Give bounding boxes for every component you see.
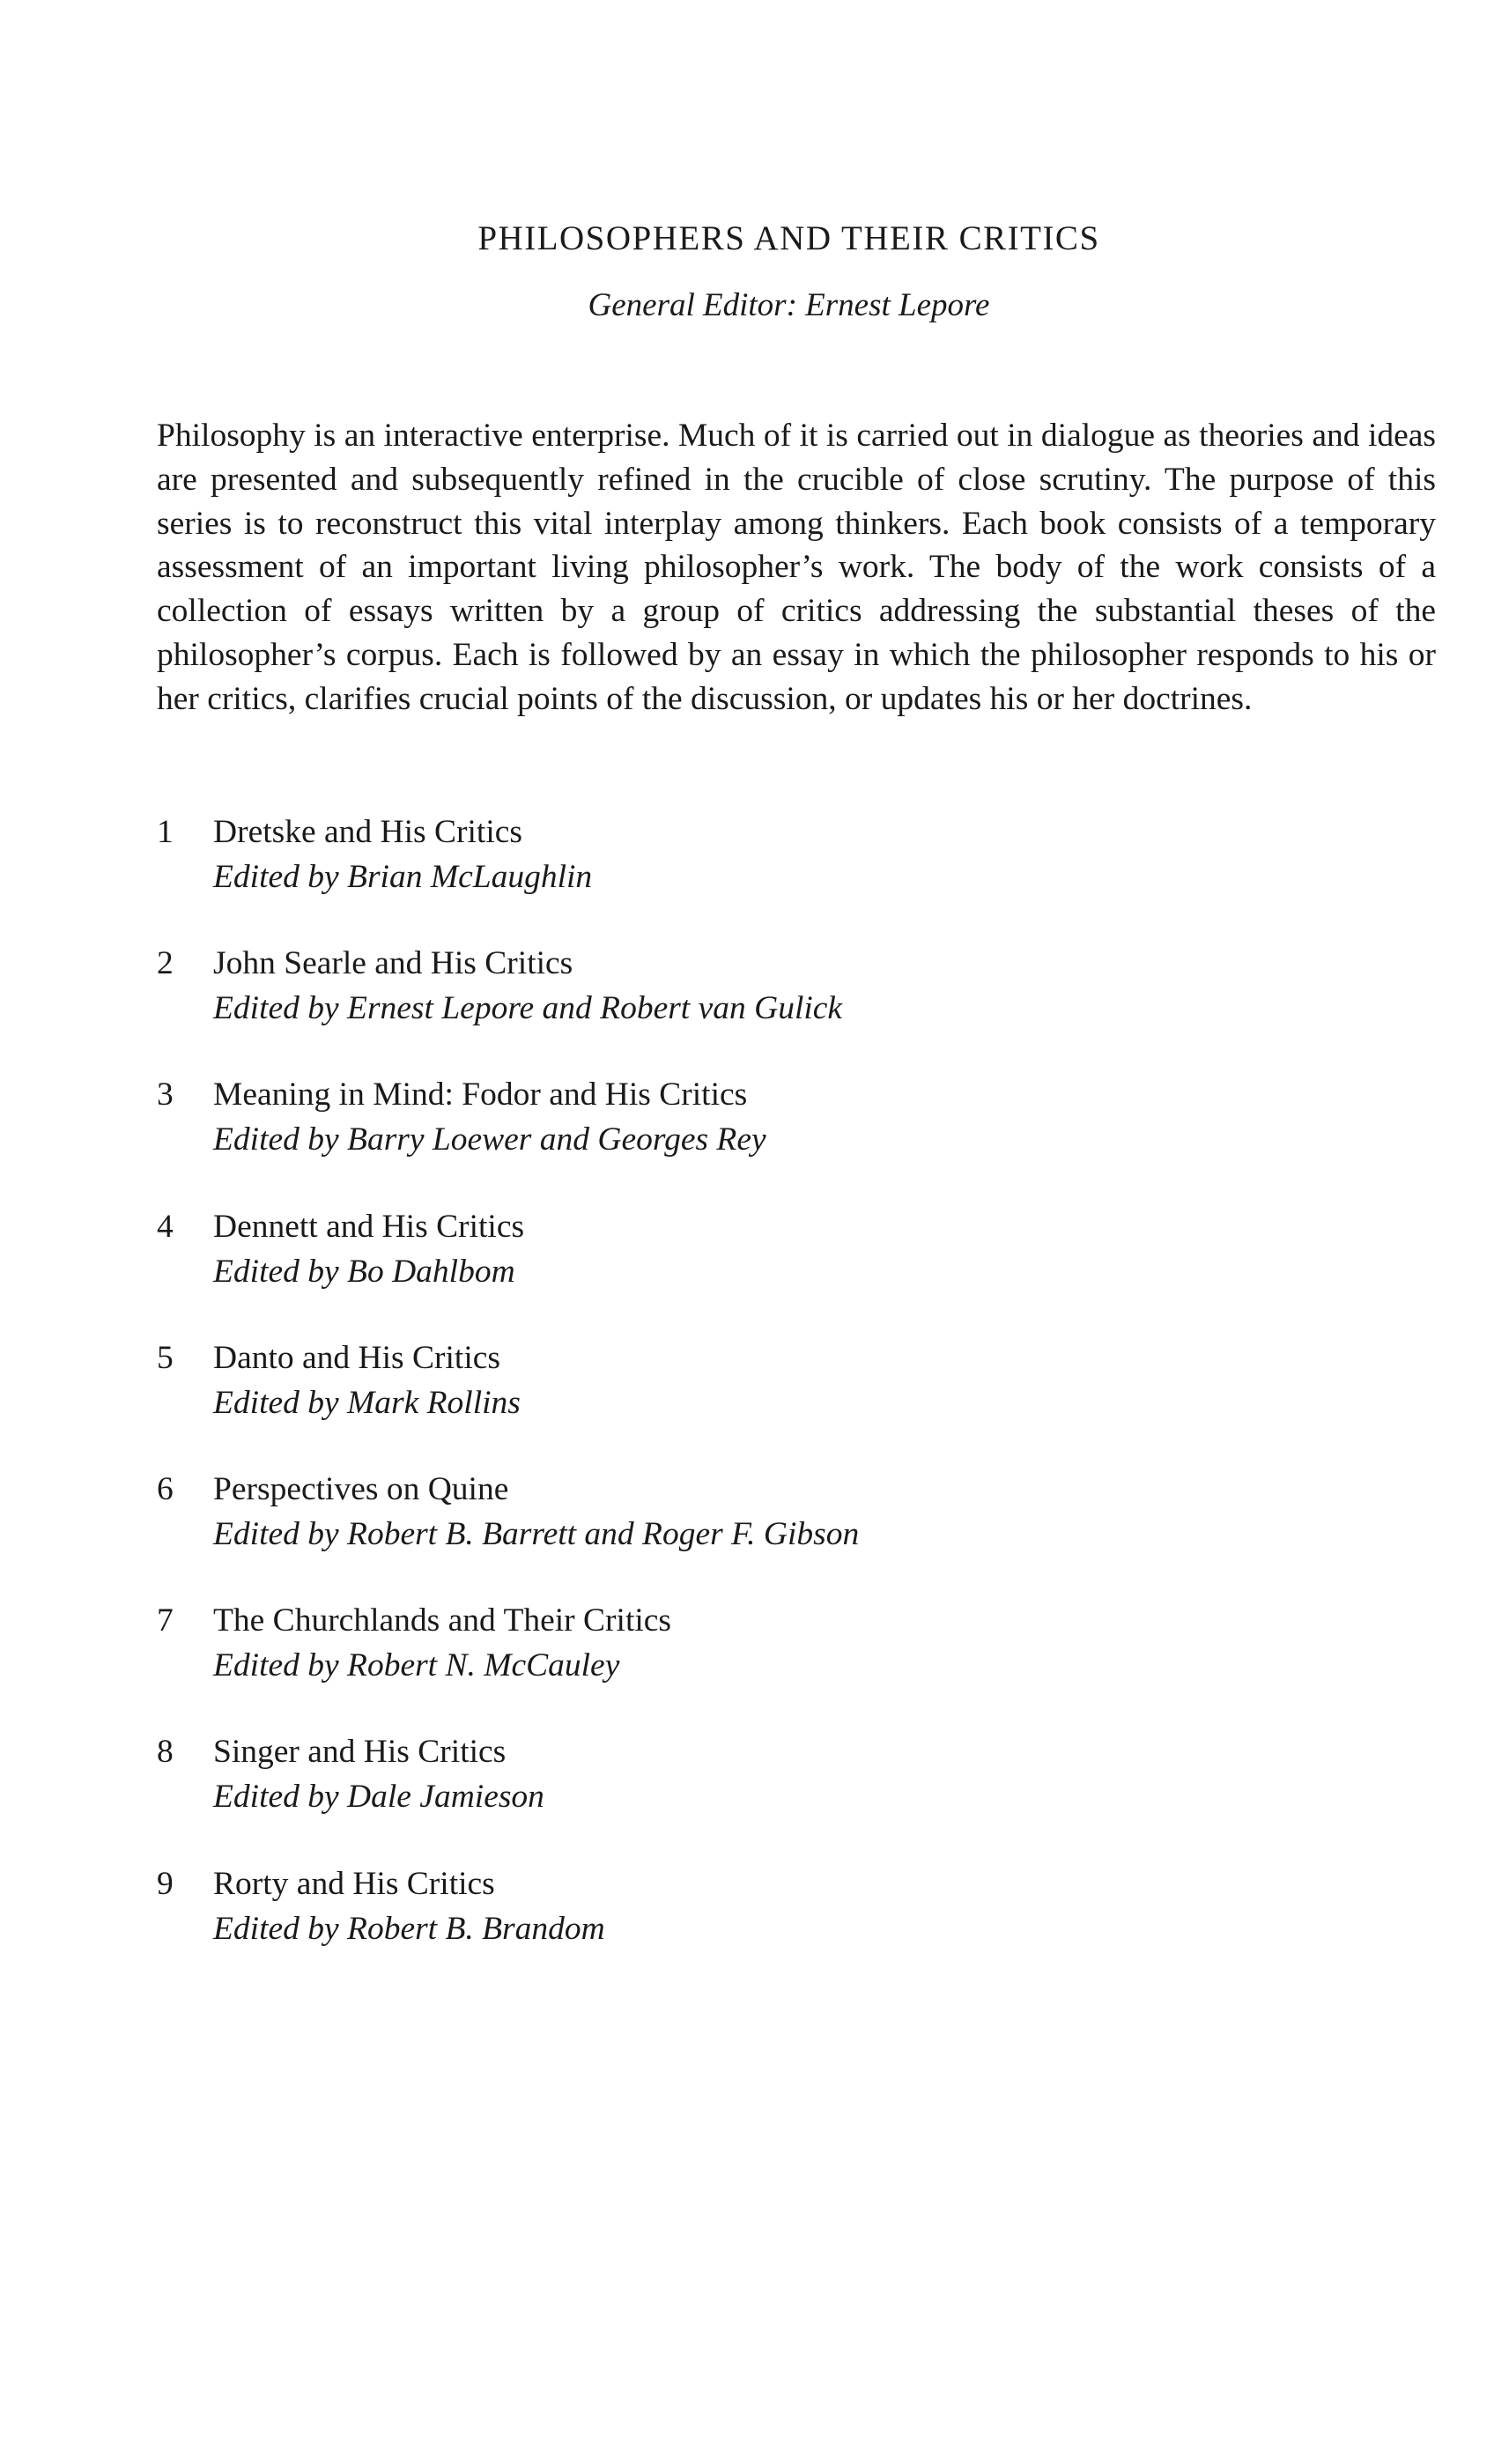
book-number: 4 bbox=[157, 1208, 174, 1245]
book-item bbox=[157, 1073, 1390, 1204]
book-number: 5 bbox=[157, 1339, 174, 1376]
book-item bbox=[157, 1862, 1390, 1994]
series-title: PHILOSOPHERS AND THEIR CRITICS bbox=[477, 219, 1100, 257]
book-number: 1 bbox=[157, 814, 174, 850]
book-editor: Edited by Brian McLaughlin bbox=[213, 859, 593, 895]
intro-paragraph: Philosophy is an interactive enterprise. Much of it is carried out in dialogue as theories and ideas are presented and subsequently refined in the crucible of close scrutiny. The purpose of this series is to reconstruct this vital interplay among thinkers. Each book consists of a temporary assessment of an important living philosopher’s work. The body of the work consists of a collection of essays written by a group of critics addressing the substantial theses of the philosopher’s corpus. Each is followed by an essay in which the philosopher responds to his or her critics, clarifies crucial points of the discussion, or updates his or her doctrines. bbox=[157, 418, 1436, 717]
general-editor: General Editor: Ernest Lepore bbox=[588, 287, 990, 323]
book-editor: Edited by Bo Dahlbom bbox=[213, 1253, 515, 1290]
book-number: 6 bbox=[157, 1470, 174, 1507]
book-number: 3 bbox=[157, 1077, 174, 1114]
book-title: John Searle and His Critics bbox=[213, 945, 573, 982]
book-title: Rorty and His Critics bbox=[213, 1865, 495, 1902]
book-title: Meaning in Mind: Fodor and His Critics bbox=[213, 1077, 748, 1114]
book-number: 2 bbox=[157, 945, 174, 982]
book-number: 7 bbox=[157, 1602, 174, 1639]
book-editor: Edited by Robert N. McCauley bbox=[213, 1647, 620, 1684]
book-title: Dennett and His Critics bbox=[213, 1208, 525, 1245]
book-item bbox=[157, 810, 1390, 942]
book-list bbox=[157, 810, 1390, 1994]
book-title: Singer and His Critics bbox=[213, 1734, 507, 1771]
book-item bbox=[157, 1336, 1390, 1468]
book-item bbox=[157, 1205, 1390, 1336]
book-item bbox=[157, 1468, 1390, 1599]
book-title: Perspectives on Quine bbox=[213, 1470, 509, 1507]
book-item bbox=[157, 1730, 1390, 1861]
book-editor: Edited by Mark Rollins bbox=[213, 1384, 521, 1421]
book-title: The Churchlands and Their Critics bbox=[213, 1602, 672, 1639]
book-editor: Edited by Robert B. Barrett and Roger F. Gibson bbox=[213, 1515, 860, 1552]
book-title: Danto and His Critics bbox=[213, 1339, 501, 1376]
book-editor: Edited by Barry Loewer and Georges Rey bbox=[213, 1121, 766, 1158]
book-editor: Edited by Robert B. Brandom bbox=[213, 1910, 605, 1947]
book-number: 9 bbox=[157, 1865, 174, 1902]
book-item bbox=[157, 942, 1390, 1073]
book-number: 8 bbox=[157, 1734, 174, 1771]
book-editor: Edited by Dale Jamieson bbox=[213, 1779, 544, 1816]
book-editor: Edited by Ernest Lepore and Robert van Gulick bbox=[213, 990, 843, 1027]
book-title: Dretske and His Critics bbox=[213, 814, 522, 850]
book-item bbox=[157, 1599, 1390, 1730]
